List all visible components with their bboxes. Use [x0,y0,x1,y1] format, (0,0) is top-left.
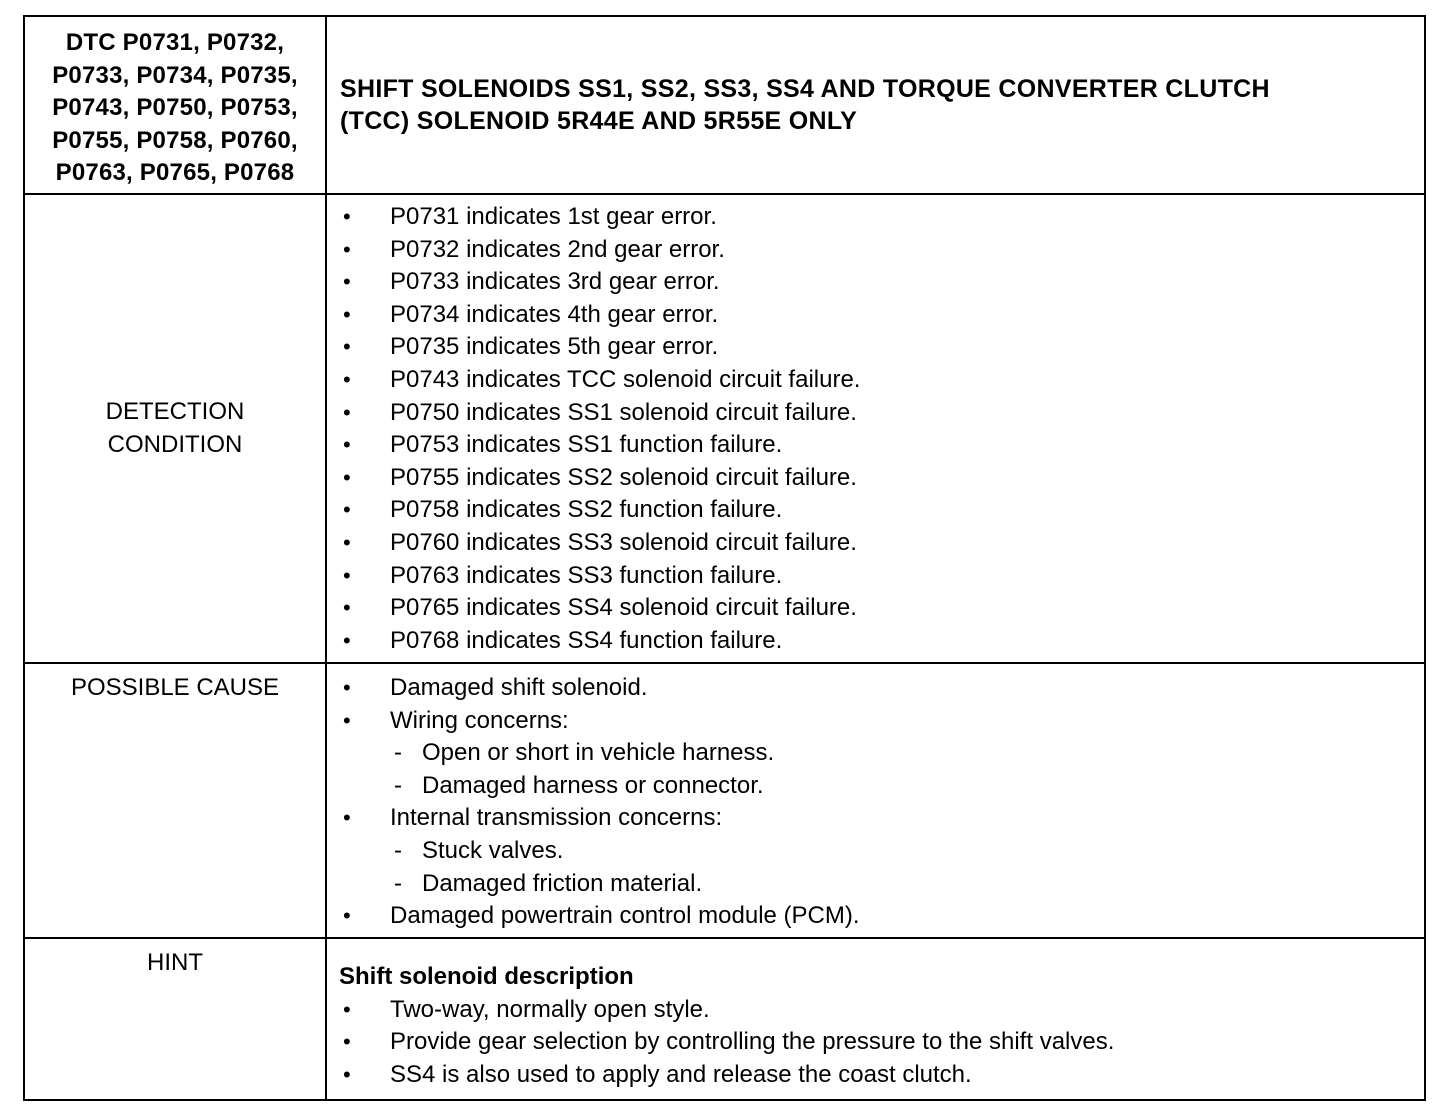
sub-list-item [339,770,1424,803]
dtc-table [23,15,1426,1101]
bullet-marker: • [343,334,351,360]
list-item-text: P0755 indicates SS2 solenoid circuit failure. [390,463,857,491]
hint-content [327,939,1424,1091]
bullet-marker: • [343,236,351,262]
list-item [339,994,1424,1027]
detection-row [24,194,1425,663]
bullet-marker: • [343,627,351,653]
list-item [339,462,1424,495]
list-item-text: P0733 indicates 3rd gear error. [390,268,720,296]
list-item-text: Two-way, normally open style. [390,995,710,1023]
bullet-marker: • [343,805,351,831]
dash-marker: - [394,869,402,897]
sub-list-item [339,868,1424,901]
list-item [339,1059,1424,1092]
list-item-text: Damaged shift solenoid. [390,674,648,701]
list-item [339,527,1424,560]
possible-cause-content-cell [326,663,1425,938]
dtc-codes-line: P0743, P0750, P0753, [52,94,298,121]
detection-label-line: DETECTION [105,398,245,425]
list-item-text: Open or short in vehicle harness. [422,739,775,767]
dash-marker: - [394,771,402,799]
bullet-marker: • [343,301,351,327]
hint-label: HINT [147,949,203,976]
dtc-codes-line: P0733, P0734, P0735, [52,61,298,89]
list-item-text: P0735 indicates 5th gear error. [390,333,719,361]
list-item-text: P0732 indicates 2nd gear error. [390,235,725,263]
bullet-marker: • [343,529,351,555]
possible-cause-label: POSSIBLE CAUSE [70,674,280,701]
bullet-marker: • [343,707,351,733]
dtc-codes [25,17,325,190]
dtc-codes-cell [24,16,326,194]
list-item-text: P0750 indicates SS1 solenoid circuit failure. [390,398,857,426]
dtc-codes-line: P0755, P0758, P0760, [52,126,298,154]
hint-row [24,938,1425,1100]
list-item [339,234,1424,267]
table-title [327,73,1424,137]
list-item-text: Provide gear selection by controlling the pressure to the shift valves. [390,1028,1115,1056]
bullet-marker: • [343,464,351,490]
bullet-marker: • [343,204,351,229]
list-item-text: P0763 indicates SS3 function failure. [390,561,783,589]
dtc-codes-line: P0763, P0765, P0768 [55,159,295,186]
list-item [339,592,1424,625]
list-item-text: Internal transmission concerns: [390,804,723,832]
list-item [339,1026,1424,1059]
title-line: (TCC) SOLENOID 5R44E AND 5R55E ONLY [340,107,858,135]
title-cell [326,16,1425,194]
bullet-marker: • [343,399,351,425]
sub-list-item [339,835,1424,868]
list-item-text: P0734 indicates 4th gear error. [390,300,719,328]
list-item-text: P0760 indicates SS3 solenoid circuit failure. [390,528,857,556]
list-item-text: Damaged powertrain control module (PCM). [390,902,860,930]
list-item [339,364,1424,397]
dash-marker: - [394,739,402,767]
detection-label-line: CONDITION [107,430,243,458]
list-item [339,331,1424,364]
list-item-text: Damaged harness or connector. [422,771,764,799]
list-item-text: P0753 indicates SS1 function failure. [390,431,783,459]
list-item [339,802,1424,835]
bullet-marker: • [343,562,351,588]
title-line: SHIFT SOLENOIDS SS1, SS2, SS3, SS4 AND TORQUE CONVERTER CLUTCH [340,75,1270,103]
detection-label [25,396,325,461]
possible-cause-row [24,663,1425,938]
list-item [339,429,1424,462]
hint-label-cell [24,938,326,1100]
hint-content-cell [326,938,1425,1100]
list-item-text: Stuck valves. [422,836,564,864]
list-item [339,201,1424,234]
hint-heading: Shift solenoid description [339,963,634,990]
possible-cause-label-cell [24,663,326,938]
hint-list [339,994,1424,1092]
detection-label-cell [24,194,326,663]
bullet-marker: • [343,903,351,929]
sub-list-item [339,737,1424,770]
list-item [339,705,1424,738]
list-item-text: P0768 indicates SS4 function failure. [390,626,783,654]
header-row [24,16,1425,194]
list-item-text: Damaged friction material. [422,869,703,897]
bullet-marker: • [343,675,351,700]
bullet-marker: • [343,1029,351,1055]
bullet-marker: • [343,595,351,621]
list-item-text: P0765 indicates SS4 solenoid circuit failure. [390,594,857,622]
bullet-marker: • [343,432,351,458]
list-item-text: P0743 indicates TCC solenoid circuit failure. [390,365,861,393]
list-item-text: P0731 indicates 1st gear error. [390,203,717,230]
list-item [339,560,1424,593]
bullet-marker: • [343,1061,351,1087]
list-item-text: SS4 is also used to apply and release the coast clutch. [390,1060,972,1088]
possible-cause-list [327,664,1424,933]
list-item [339,625,1424,658]
list-item [339,494,1424,527]
bullet-marker: • [343,996,351,1022]
list-item-text: P0758 indicates SS2 function failure. [390,496,783,524]
bullet-marker: • [343,497,351,523]
detection-content-cell [326,194,1425,663]
detection-list [327,195,1424,657]
bullet-marker: • [343,269,351,295]
list-item [339,266,1424,299]
bullet-marker: • [343,366,351,392]
dtc-codes-line: DTC P0731, P0732, [65,29,285,56]
list-item [339,900,1424,933]
list-item [339,397,1424,430]
list-item-text: Wiring concerns: [390,706,569,734]
list-item [339,672,1424,705]
dash-marker: - [394,836,402,864]
list-item [339,299,1424,332]
